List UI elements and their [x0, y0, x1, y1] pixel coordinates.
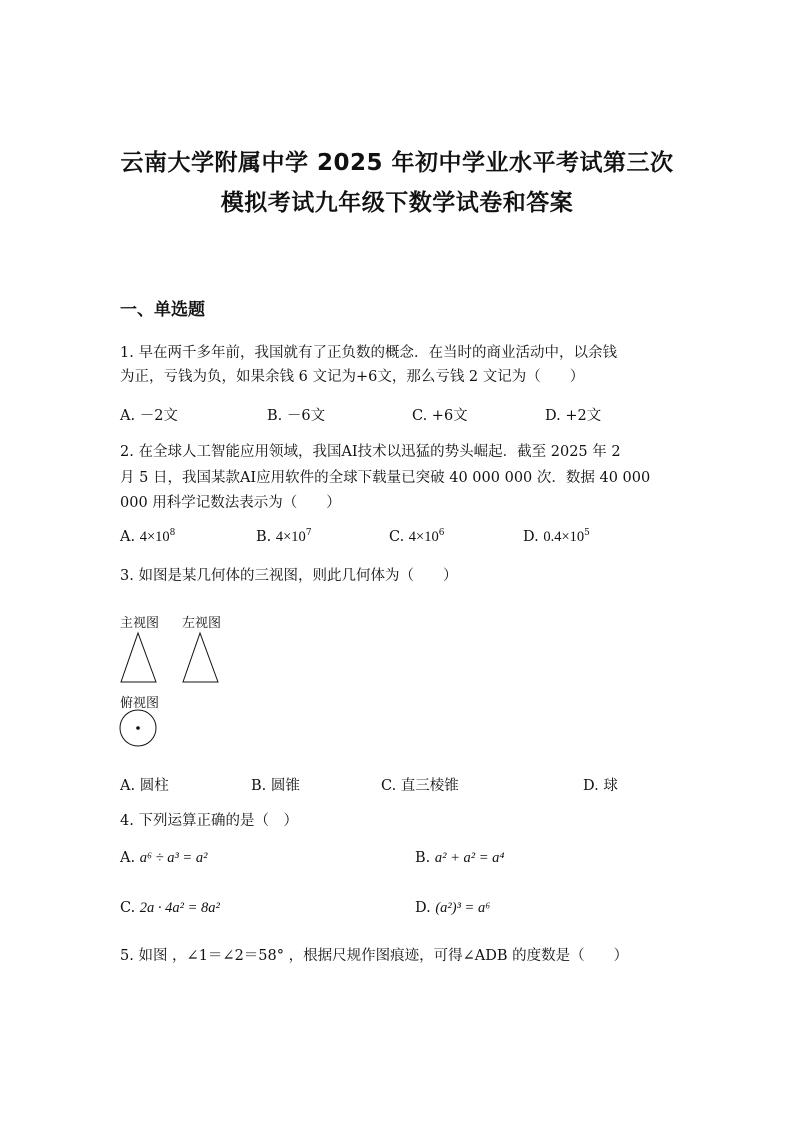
q3-option-b: B. 圆锥	[251, 778, 300, 794]
q2-option-b-base: 4×10	[275, 529, 306, 545]
q3-option-a: A. 圆柱	[120, 778, 169, 794]
q2-option-c-label: C.	[389, 529, 405, 545]
q4-text-line1: 4. 下列运算正确的是（ ）	[120, 813, 298, 829]
q2-option-d	[523, 528, 590, 546]
q1-text-line2: 为正，亏钱为负，如果余钱 6 文记为+6文，那么亏钱 2 文记为（ ）	[120, 369, 585, 385]
q2-option-a-exponent: 8	[169, 528, 176, 538]
q2-text-line3: 000 用科学记数法表示为（ ）	[120, 495, 341, 511]
q2-option-b	[256, 528, 312, 546]
q2-option-b-exponent: 7	[305, 528, 312, 538]
left-view-triangle	[180, 630, 222, 686]
q2-option-a-base: 4×10	[139, 529, 170, 545]
q2-option-b-label: B.	[256, 529, 272, 545]
document-title-line1: 云南大学附属中学 2025 年初中学业水平考试第三次	[120, 150, 674, 176]
q2-option-c-base: 4×10	[408, 529, 439, 545]
q1-option-a: A. －2文	[120, 408, 178, 424]
q4-option-d-expr: (a²)³ = a⁶	[435, 900, 491, 916]
q4-option-c-expr: 2a · 4a² = 8a²	[139, 900, 220, 916]
section-heading: 一、单选题	[120, 300, 205, 320]
q3-text-line1: 3. 如图是某几何体的三视图，则此几何体为（ ）	[120, 568, 458, 584]
q1-option-c: C. +6文	[412, 408, 468, 424]
front-view-label: 主视图	[120, 616, 160, 631]
front-view-triangle	[118, 630, 160, 686]
center-point	[136, 726, 140, 730]
q2-text-line1: 2. 在全球人工智能应用领域，我国AI技术以迅猛的势头崛起．截至 2025 年 2	[120, 444, 621, 460]
q4-option-c	[120, 900, 220, 917]
q2-option-d-base: 0.4×10	[543, 529, 585, 545]
q1-option-b: B. －6文	[267, 408, 326, 424]
q2-option-a	[120, 528, 175, 546]
document-title-line2: 模拟考试九年级下数学试卷和答案	[220, 190, 574, 216]
q2-option-c-exponent: 6	[438, 528, 445, 538]
q4-option-b	[415, 850, 504, 867]
q4-option-b-label: B.	[415, 850, 431, 866]
q2-text-line2: 月 5 日，我国某款AI应用软件的全球下载量已突破 40 000 000 次．数据 40 000	[120, 470, 651, 486]
q2-option-d-exponent: 5	[584, 528, 590, 538]
q4-option-a-label: A.	[120, 850, 136, 866]
left-view-label: 左视图	[182, 616, 222, 631]
q4-option-d-label: D.	[415, 900, 431, 916]
q4-option-a-expr: a⁶ ÷ a³ = a²	[139, 850, 208, 866]
q5-text-line1: 5. 如图 ，∠1＝∠2＝58° ，根据尺规作图痕迹，可得∠ADB 的度数是（ ）	[120, 948, 629, 964]
top-view-circle	[117, 708, 159, 750]
q3-option-c: C. 直三棱锥	[381, 778, 459, 794]
q4-option-c-label: C.	[120, 900, 136, 916]
q2-option-d-label: D.	[523, 529, 539, 545]
q4-option-d	[415, 900, 490, 917]
q4-option-a	[120, 850, 207, 867]
q4-option-b-expr: a² + a² = a⁴	[434, 850, 505, 866]
q3-option-d: D. 球	[583, 778, 618, 794]
q1-text-line1: 1. 早在两千多年前，我国就有了正负数的概念．在当时的商业活动中，以余钱	[120, 345, 617, 361]
top-view-label: 俯视图	[120, 696, 160, 711]
q2-option-a-label: A.	[120, 529, 136, 545]
q1-option-d: D. +2文	[545, 408, 602, 424]
q2-option-c	[389, 528, 444, 546]
